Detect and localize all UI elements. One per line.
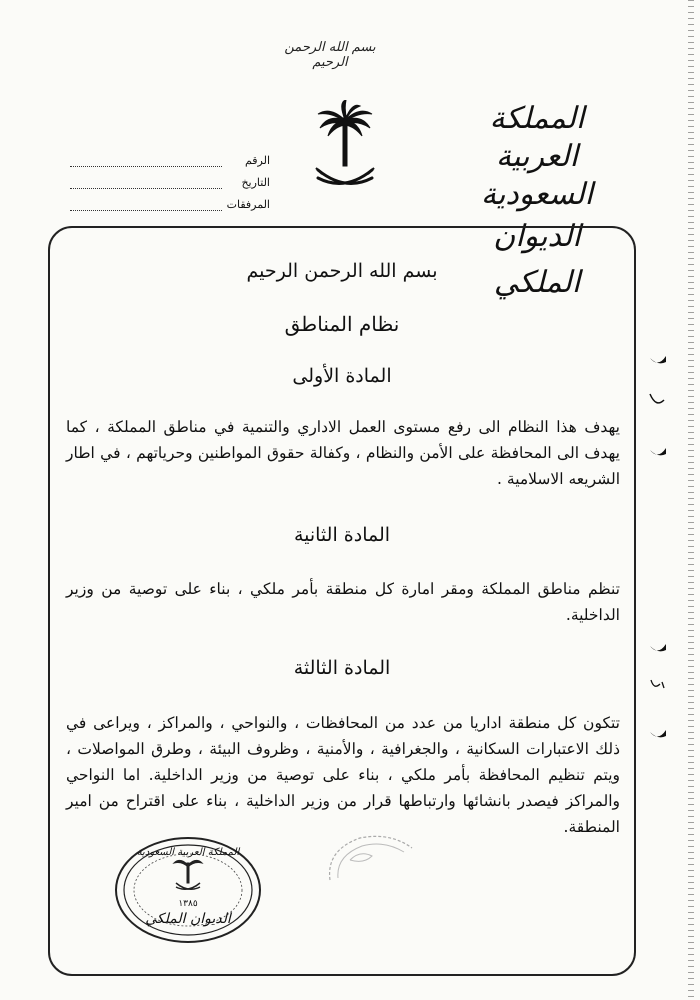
scan-edge-dots (688, 0, 694, 1000)
document-basmala: بسم الله الرحمن الرحيم (246, 260, 438, 282)
article-2-heading: المادة الثانية (293, 524, 391, 546)
date-label: التاريخ (241, 176, 270, 189)
attachments-field (70, 189, 270, 211)
margin-mark (648, 726, 668, 742)
attachments-dotted-line (70, 200, 222, 211)
margin-mark (648, 444, 668, 460)
article-1-heading: المادة الأولى (292, 365, 392, 387)
margin-mark (648, 352, 668, 368)
article-3-text: تتكون كل منطقة اداريا من عدد من المحافظات ، والنواحي ، والمراكز ، ويراعى في ذلك الاعتبارات السكانية ، والجغرافية ، والأمنية ، وظروف البيئة ، وطرق المواصلات ، ويتم تنظيم المحافظة بأمر ملكي ، بناء على توصية من وزير الداخلية. اما النواحي والمراكز فيصدر بانشائها وارتباطها قرار من وزير الداخلية ، بناء على اقتراح من امير المنطقة. (66, 714, 620, 836)
palm-swords-emblem-icon (310, 100, 380, 200)
article-1-text: يهدف هذا النظام الى رفع مستوى العمل الاداري والتنمية في مناطق المملكة ، كما يهدف الى المحافظة على الأمن والنظام ، وكفالة حقوق المواطنين وحرياتهم ، في اطار الشريعه الاسلامية . (66, 418, 620, 488)
article-3-heading: المادة الثالثة (293, 657, 391, 679)
seal-bottom-text: الديوان الملكي (145, 911, 231, 927)
kingdom-name: المملكة العربية السعودية (480, 101, 593, 212)
reference-fields (70, 145, 270, 211)
royal-court-seal-icon (112, 835, 264, 945)
margin-mark (648, 390, 668, 410)
number-label: الرقم (244, 154, 270, 167)
margin-mark (648, 676, 668, 692)
seal-top-text: المملكة العربية السعودية (136, 847, 240, 858)
margin-mark (648, 640, 668, 656)
royal-court-name: الديوان الملكي (493, 219, 581, 300)
date-dotted-line (70, 178, 222, 189)
document-title: نظام المناطق (284, 312, 400, 336)
number-field (70, 145, 270, 167)
article-2-text: تنظم مناطق المملكة ومقر امارة كل منطقة بأمر ملكي ، بناء على توصية من وزير الداخلية. (66, 580, 620, 624)
attachments-label: المرفقات (226, 198, 270, 211)
faint-stamp-icon (320, 830, 420, 900)
date-field (70, 167, 270, 189)
seal-year: ١٣٨٥ (178, 899, 198, 909)
header-basmala: بسم الله الرحمن الرحيم (284, 40, 376, 70)
number-dotted-line (70, 156, 222, 167)
